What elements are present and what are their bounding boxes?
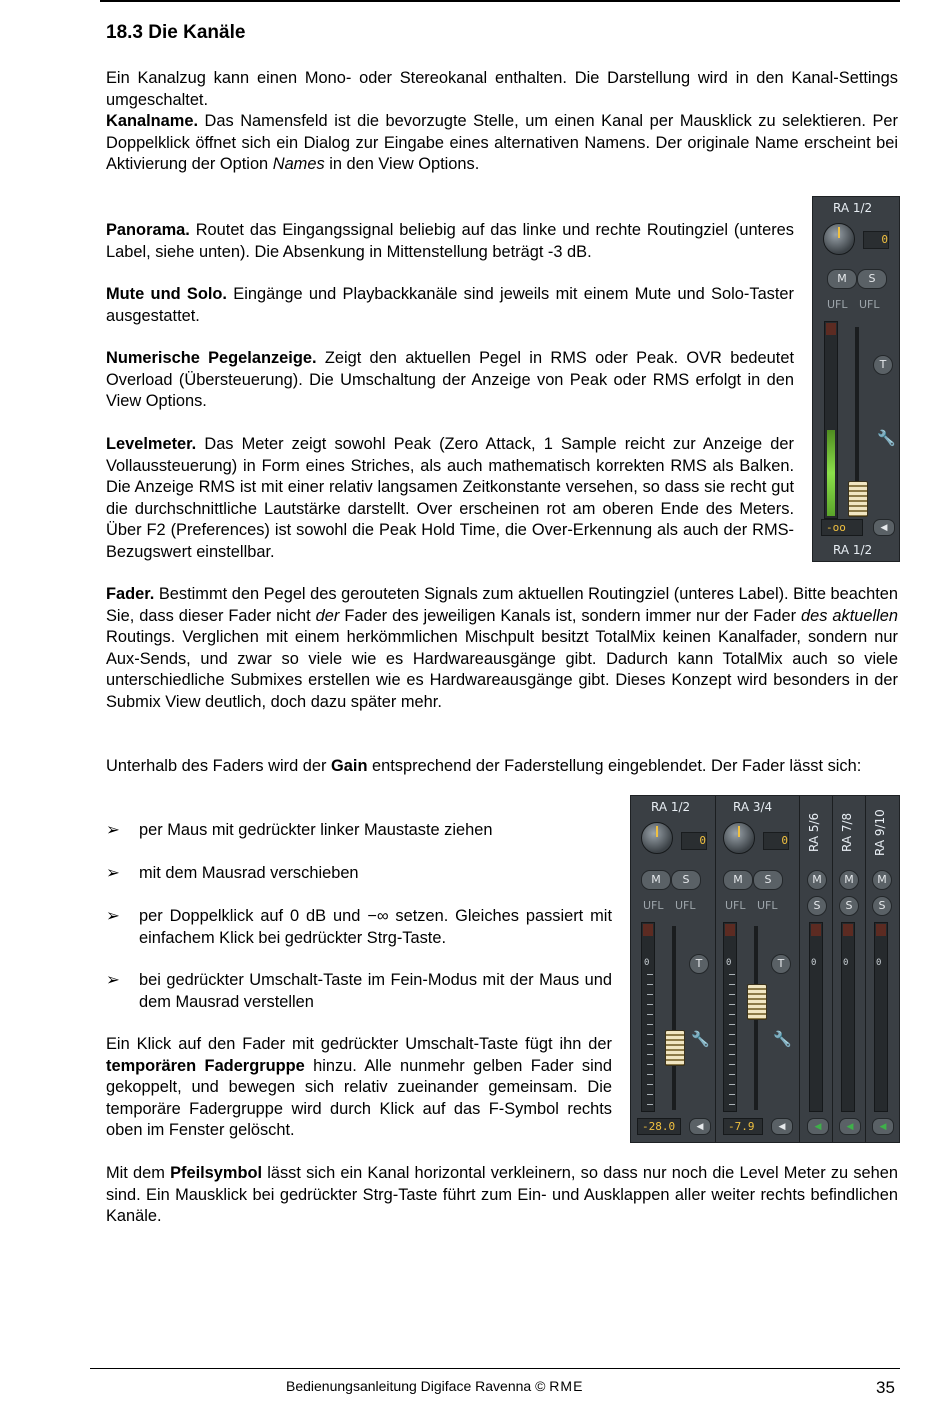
wrench-icon[interactable]: 🔧 [877,430,896,447]
fader-knob[interactable] [665,1030,685,1066]
rms-bar [827,430,835,516]
wrench-icon[interactable]: 🔧 [773,1031,792,1048]
footer-rule [90,1368,900,1369]
fadergruppe-paragraph [106,1034,612,1142]
channel-name-label[interactable]: RA 3/4 [733,800,773,814]
footer-text [286,1378,583,1394]
ufl-right-label: UFL [859,298,880,311]
section-heading: 18.3 Die Kanäle [106,22,246,43]
fader-knob[interactable] [848,481,868,517]
bullet-arrow-icon: ➢ [106,907,120,925]
mute-button[interactable]: M [827,269,857,289]
level-meter [809,922,823,1112]
bullet-arrow-icon: ➢ [106,864,120,882]
scale-ticks [647,974,653,1106]
zero-db-mark: 0 [811,958,817,968]
zero-db-mark: 0 [644,958,650,968]
bullet-text: bei gedrückter Umschalt-Taste im Fein-Modus mit der Maus und dem Mausrad verstellen [139,971,612,1011]
page-number: 35 [876,1378,895,1397]
brand-logo: RME [549,1378,584,1394]
copyright-symbol: © [535,1378,546,1394]
mute-button[interactable]: M [723,870,753,890]
mute-solo-term: Mute und Solo. [106,285,227,303]
pan-knob[interactable] [641,822,673,854]
fader-text-a: Bestimmt den Pegel des gerouteten Signals zum aktuellen Routingziel (unteres Label). Bitte beachten Sie, dass dieser Fader nicht [106,585,898,625]
bullet-arrow-icon: ➢ [106,971,120,989]
solo-button[interactable]: S [753,870,783,890]
overload-indicator [843,924,853,936]
mute-button[interactable]: M [839,870,859,890]
solo-button[interactable]: S [872,896,892,916]
solo-button[interactable]: S [857,269,887,289]
channel-name-label[interactable]: RA 1/2 [651,800,691,814]
levelmeter-text: Das Meter zeigt sowohl Peak (Zero Attack, 1 Sample reicht zur Anzeige der Vollaussteuerung) in Form eines Striches, als auch mathematisch korrekten RMS als Balken. Die Anzeige RMS ist mit einer relativ langsamen Zeitkonstante versehen, so dass sie recht gut die durchschnittliche Lautstärke darstellt. Over erscheinen rot am oberen Ende des Meters. Über F2 (Preferences) ist sowohl die Peak Hold Time, die Over-Erkennung als auch der RMS-Bezugswert einstellbar. [106,435,794,561]
overload-indicator [876,924,886,936]
gain-display: -oo [821,519,863,536]
pegel-text: Zeigt den aktuellen Pegel in RMS oder Peak. OVR bedeutet Overload (Übersteuerung). Die Umschaltung der Anzeige von Peak oder RMS erfolgt in den View Options. [106,349,794,411]
level-meter [841,922,855,1112]
wrench-icon[interactable]: 🔧 [691,1031,710,1048]
pfeil-paragraph [106,1163,898,1228]
pan-value: 0 [763,832,789,850]
expand-arrow-icon[interactable]: ◀ [839,1118,861,1135]
level-meter [824,321,838,519]
kanalname-term: Kanalname. [106,112,199,130]
strip-separator [715,796,716,1142]
bullet-item [106,970,612,1013]
ufl-right-label: UFL [757,899,778,912]
pan-value: 0 [681,832,707,850]
strip-separator [832,796,833,1142]
pfeil-text-a: Mit dem [106,1164,171,1182]
solo-button[interactable]: S [671,870,701,890]
trim-button[interactable]: T [689,954,709,974]
top-rule [100,0,900,2]
fadergruppe-term: temporären Fadergruppe [106,1056,305,1075]
fader-em-aktuellen: des aktuellen [801,606,898,625]
overload-indicator [643,924,653,936]
pan-knob[interactable] [823,223,855,255]
level-meter [874,922,888,1112]
strip-separator [865,796,866,1142]
bullet-item [106,820,612,842]
footer-title: Bedienungsanleitung Digiface Ravenna [286,1378,532,1394]
zero-db-mark: 0 [843,958,849,968]
pegel-paragraph [106,348,794,413]
solo-button[interactable]: S [839,896,859,916]
ufl-left-label: UFL [643,899,664,912]
fader-text-c: Routings. Verglichen mit einem herkömmlichen Mischpult besitzt TotalMix keinen Kanalfader, sondern nur Aux-Sends, und zwar so viele wie es Hardwareausgänge gibt. Dadurch kann TotalMix auch so viele unterschiedliche Submixes erstellen wie es Hardwareausgänge gibt. Dieses Konzept wird besonders in der Submix View deutlich, doch dazu später mehr. [106,628,898,711]
overload-indicator [811,924,821,936]
channel-name-label[interactable]: RA 1/2 [833,201,873,215]
collapse-arrow-icon[interactable]: ◀ [873,519,895,536]
fader-paragraph [106,584,898,714]
pegel-term: Numerische Pegelanzeige. [106,349,317,367]
ufl-left-label: UFL [827,298,848,311]
gain-paragraph [106,756,898,778]
pfeil-term: Pfeilsymbol [170,1164,263,1182]
gain-display: -7.9 [723,1118,763,1135]
mixer-multi-screenshot [630,795,900,1143]
collapsed-channel-label[interactable]: RA 5/6 [807,812,821,852]
fader-track [672,926,676,1110]
fader-text-b: Fader des jeweiligen Kanals ist, sondern immer nur der Fader [339,606,802,625]
fader-term: Fader. [106,585,155,603]
mute-button[interactable]: M [872,870,892,890]
scale-ticks [729,974,735,1106]
pfeil-text-b: lässt sich ein Kanal horizontal verkleinern, so dass nur noch die Level Meter zu sehen sind. Ein Mausklick bei gedrückter Strg-Taste führt zum Ein- und Ausklappen aller weiter rechts befindlichen Kanäle. [106,1164,898,1226]
gain-display: -28.0 [637,1118,681,1135]
overload-indicator [826,323,836,335]
mute-solo-paragraph [106,284,794,327]
collapsed-channel-label[interactable]: RA 7/8 [840,812,854,852]
fader-knob[interactable] [747,984,767,1020]
pan-value: 0 [863,231,889,249]
zero-db-mark: 0 [876,958,882,968]
bullet-text: per Maus mit gedrückter linker Maustaste ziehen [139,821,493,839]
fadergruppe-text-a: Ein Klick auf den Fader mit gedrückter Umschalt-Taste fügt ihn der [106,1035,612,1053]
intro-paragraph: Ein Kanalzug kann einen Mono- oder Stereokanal enthalten. Die Darstellung wird in den Kanal-Settings umgeschaltet. [106,69,898,109]
solo-button[interactable]: S [807,896,827,916]
kanalname-paragraph [106,111,898,176]
kanalname-text-b: in den View Options. [324,155,480,174]
ufl-right-label: UFL [675,899,696,912]
collapse-arrow-icon[interactable]: ◀ [771,1118,793,1135]
panorama-term: Panorama. [106,221,190,239]
mute-solo-text: Eingänge und Playbackkanäle sind jeweils mit einem Mute und Solo-Taster ausgestattet. [106,285,795,325]
bullet-item [106,863,612,885]
panorama-text: Routet das Eingangssignal beliebig auf das linke und rechte Routingziel (unteres Label, siehe unten). Die Absenkung in Mittenstellung beträgt -3 dB. [106,221,794,261]
bullet-arrow-icon: ➢ [106,821,120,839]
bullet-text: mit dem Mausrad verschieben [139,864,359,882]
levelmeter-paragraph [106,434,794,564]
pan-knob[interactable] [723,822,755,854]
gain-term: Gain [331,757,368,775]
bullet-text: per Doppelklick auf 0 dB und −∞ setzen. Gleiches passiert mit einfachem Klick bei gedrückter Strg-Taste. [139,907,612,947]
trim-button[interactable]: T [771,954,791,974]
fader-em-der: der [315,606,340,625]
mixer-strip-screenshot [812,196,900,562]
bullet-item [106,906,612,949]
ufl-left-label: UFL [725,899,746,912]
zero-db-mark: 0 [726,958,732,968]
expand-arrow-icon[interactable]: ◀ [807,1118,829,1135]
names-option: Names [272,155,325,174]
fadergruppe-text-b: hinzu. Alle nunmehr gelben Fader sind gekoppelt, und bewegen sich relativ zueinander gemeinsam. Die temporäre Fadergruppe wird durch Klick auf das F-Symbol rechts oben im Fenster gelöscht. [106,1056,612,1140]
expand-arrow-icon[interactable]: ◀ [872,1118,894,1135]
overload-indicator [725,924,735,936]
collapsed-channel-label[interactable]: RA 9/10 [873,809,887,856]
panorama-paragraph [106,220,794,263]
trim-button[interactable]: T [873,355,893,375]
routing-label[interactable]: RA 1/2 [833,543,873,557]
mute-button[interactable]: M [641,870,671,890]
levelmeter-term: Levelmeter. [106,435,197,453]
mute-button[interactable]: M [807,870,827,890]
gain-text-b: entsprechend der Faderstellung eingeblendet. Der Fader lässt sich: [367,757,862,775]
kanalname-text-a: Das Namensfeld ist die bevorzugte Stelle, um einen Kanal per Mausklick zu selektieren. Per Doppelklick öffnet sich ein Dialog zur Eingabe eines alternativen Namens. Der originale Name erscheint bei Aktivierung der Option [106,112,898,174]
gain-text-a: Unterhalb des Faders wird der [106,757,332,775]
collapse-arrow-icon[interactable]: ◀ [689,1118,711,1135]
strip-separator [799,796,800,1142]
